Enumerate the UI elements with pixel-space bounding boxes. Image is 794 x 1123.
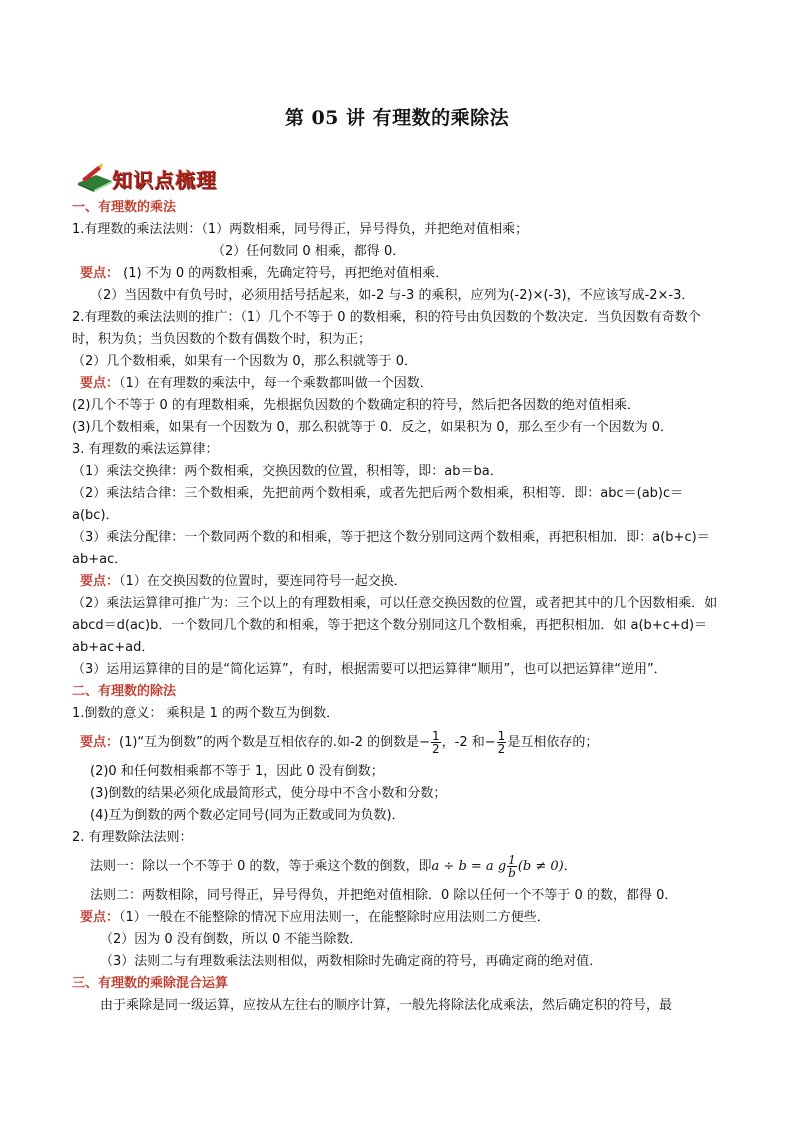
rule-one-text: 法则一：除以一个不等于 0 的数，等于乘这个数的倒数，即 bbox=[90, 859, 432, 874]
text-line: 法则二：两数相除，同号得正，异号得负，并把绝对值相除．0 除以任何一个不等于 0 的数，都得 0． bbox=[90, 888, 678, 903]
text-line: (3)几个数相乘，如果有一个因数为 0，那么积就等于 0．反之，如果积为 0，那么至少有一个因数为 0． bbox=[72, 420, 674, 435]
section-heading-multiplication: 一、有理数的乘法 bbox=[72, 200, 177, 215]
text-paragraph: （3）乘法分配律：一个数同两个数的和相乘，等于把这个数分别同这两个数相乘，再把积相加．即：a(b+c)＝ab+ac． bbox=[72, 530, 710, 567]
key-point-label: 要点： bbox=[80, 574, 120, 589]
text-line: （2）因为 0 没有倒数，所以 0 不能当除数． bbox=[100, 932, 363, 947]
text-paragraph: （2）乘法运算律可推广为：三个以上的有理数相乘，可以任意交换因数的位置，或者把其中的几个因数相乘．如 abcd＝d(ac)b．一个数同几个数的和相乘，等于把这个数分别同这几个数相乘，再把积相加．如 a(b+c+d)＝ab+ac+ad． bbox=[72, 596, 718, 655]
fraction-one-half: $\frac{1}{2}$ bbox=[497, 729, 506, 756]
text-line: 2. 有理数除法法则： bbox=[72, 830, 193, 845]
text-line: （1）乘法交换律：两个数相乘，交换因数的位置，积相等，即：ab＝ba． bbox=[72, 464, 503, 479]
key-point-label: 要点： bbox=[80, 735, 120, 750]
text-paragraph: （3）运用运算律的目的是“简化运算”，有时，根据需要可以把运算律“顺用”，也可以把运算律“逆用”． bbox=[72, 662, 667, 677]
text-paragraph: （2）乘法结合律：三个数相乘，先把前两个数相乘，或者先把后两个数相乘，积相等．即：abc＝(ab)c＝a(bc)． bbox=[72, 486, 684, 523]
key-point-label: 要点： bbox=[80, 910, 120, 925]
key-point-text: 是互相依存的； bbox=[507, 735, 599, 750]
rule-one-end: ． bbox=[563, 859, 577, 874]
key-point-text: (1) 不为 0 的两数相乘，先确定符号，再把绝对值相乘． bbox=[123, 266, 449, 281]
fraction-one-half: $\frac{1}{2}$ bbox=[432, 729, 440, 756]
division-condition: (b ≠ 0) bbox=[517, 859, 564, 874]
text-line: (3)倒数的结果必须化成最简形式，使分母中不含小数和分数； bbox=[90, 786, 447, 801]
text-line: （2）几个数相乘，如果有一个因数为 0，那么积就等于 0． bbox=[72, 354, 418, 369]
fraction-one-over-b: $\frac{1}{b}$ bbox=[508, 853, 516, 880]
key-point-text: ，-2 和− bbox=[441, 735, 496, 750]
key-point-text: （1）在有理数的乘法中，每一个乘数都叫做一个因数． bbox=[119, 376, 433, 391]
key-point-line bbox=[72, 725, 724, 761]
book-pen-icon bbox=[76, 161, 116, 193]
page-title: 第 05 讲 有理数的乘除法 bbox=[284, 107, 510, 129]
key-point-label: 要点： bbox=[80, 266, 120, 281]
text-paragraph: 2.有理数的乘法法则的推广：（1）几个不等于 0 的数相乘，积的符号由负因数的个数决定．当负因数有奇数个时，积为负；当负因数的个数有偶数个时，积为正； bbox=[72, 310, 701, 347]
key-point-label: 要点： bbox=[80, 376, 120, 391]
division-formula: a ÷ b = a g bbox=[431, 859, 507, 874]
key-point-text: (1)“互为倒数”的两个数是互相依存的.如-2 的倒数是− bbox=[119, 735, 431, 750]
section-banner bbox=[76, 160, 248, 194]
rule-one-line bbox=[72, 849, 724, 885]
key-point-text: （1）一般在不能整除的情况下应用法则一，在能整除时应用法则二方便些． bbox=[119, 910, 550, 925]
text-line: (4)互为倒数的两个数必定同号(同为正数或同为负数)． bbox=[90, 808, 405, 823]
text-line: （2）任何数同 0 相乘，都得 0． bbox=[212, 244, 406, 259]
section-heading-mixed: 三、有理数的乘除混合运算 bbox=[72, 976, 229, 991]
key-point-text: （1）在交换因数的位置时，要连同符号一起交换． bbox=[119, 574, 407, 589]
text-paragraph: （2）当因数中有负号时，必须用括号括起来，如-2 与-3 的乘积，应列为(-2)×(-3)，不应该写成-2×-3． bbox=[90, 288, 695, 303]
text-line: (2)0 和任何数相乘都不等于 1，因此 0 没有倒数； bbox=[90, 764, 384, 779]
key-point-line bbox=[72, 263, 724, 285]
key-point-line bbox=[72, 907, 724, 929]
main-content bbox=[72, 197, 724, 1017]
text-line: 1.有理数的乘法法则：（1）两数相乘，同号得正，异号得负，并把绝对值相乘； bbox=[72, 222, 529, 237]
text-line: （3）法则二与有理数乘法法则相似，两数相除时先确定商的符号，再确定商的绝对值． bbox=[100, 954, 603, 969]
section-heading-division: 二、有理数的除法 bbox=[72, 684, 177, 699]
key-point-line bbox=[72, 571, 724, 593]
text-line: 由于乘除是同一级运算，应按从左往右的顺序计算，一般先将除法化成乘法，然后确定积的符号，最 bbox=[100, 998, 673, 1013]
banner-title: 知识点梳理 bbox=[112, 168, 217, 192]
text-line: 1.倒数的意义： 乘积是 1 的两个数互为倒数． bbox=[72, 706, 340, 721]
text-line: 3. 有理数的乘法运算律： bbox=[72, 442, 219, 457]
text-line: (2)几个不等于 0 的有理数相乘，先根据负因数的个数确定积的符号，然后把各因数的绝对值相乘． bbox=[72, 398, 640, 413]
key-point-line bbox=[72, 373, 724, 395]
